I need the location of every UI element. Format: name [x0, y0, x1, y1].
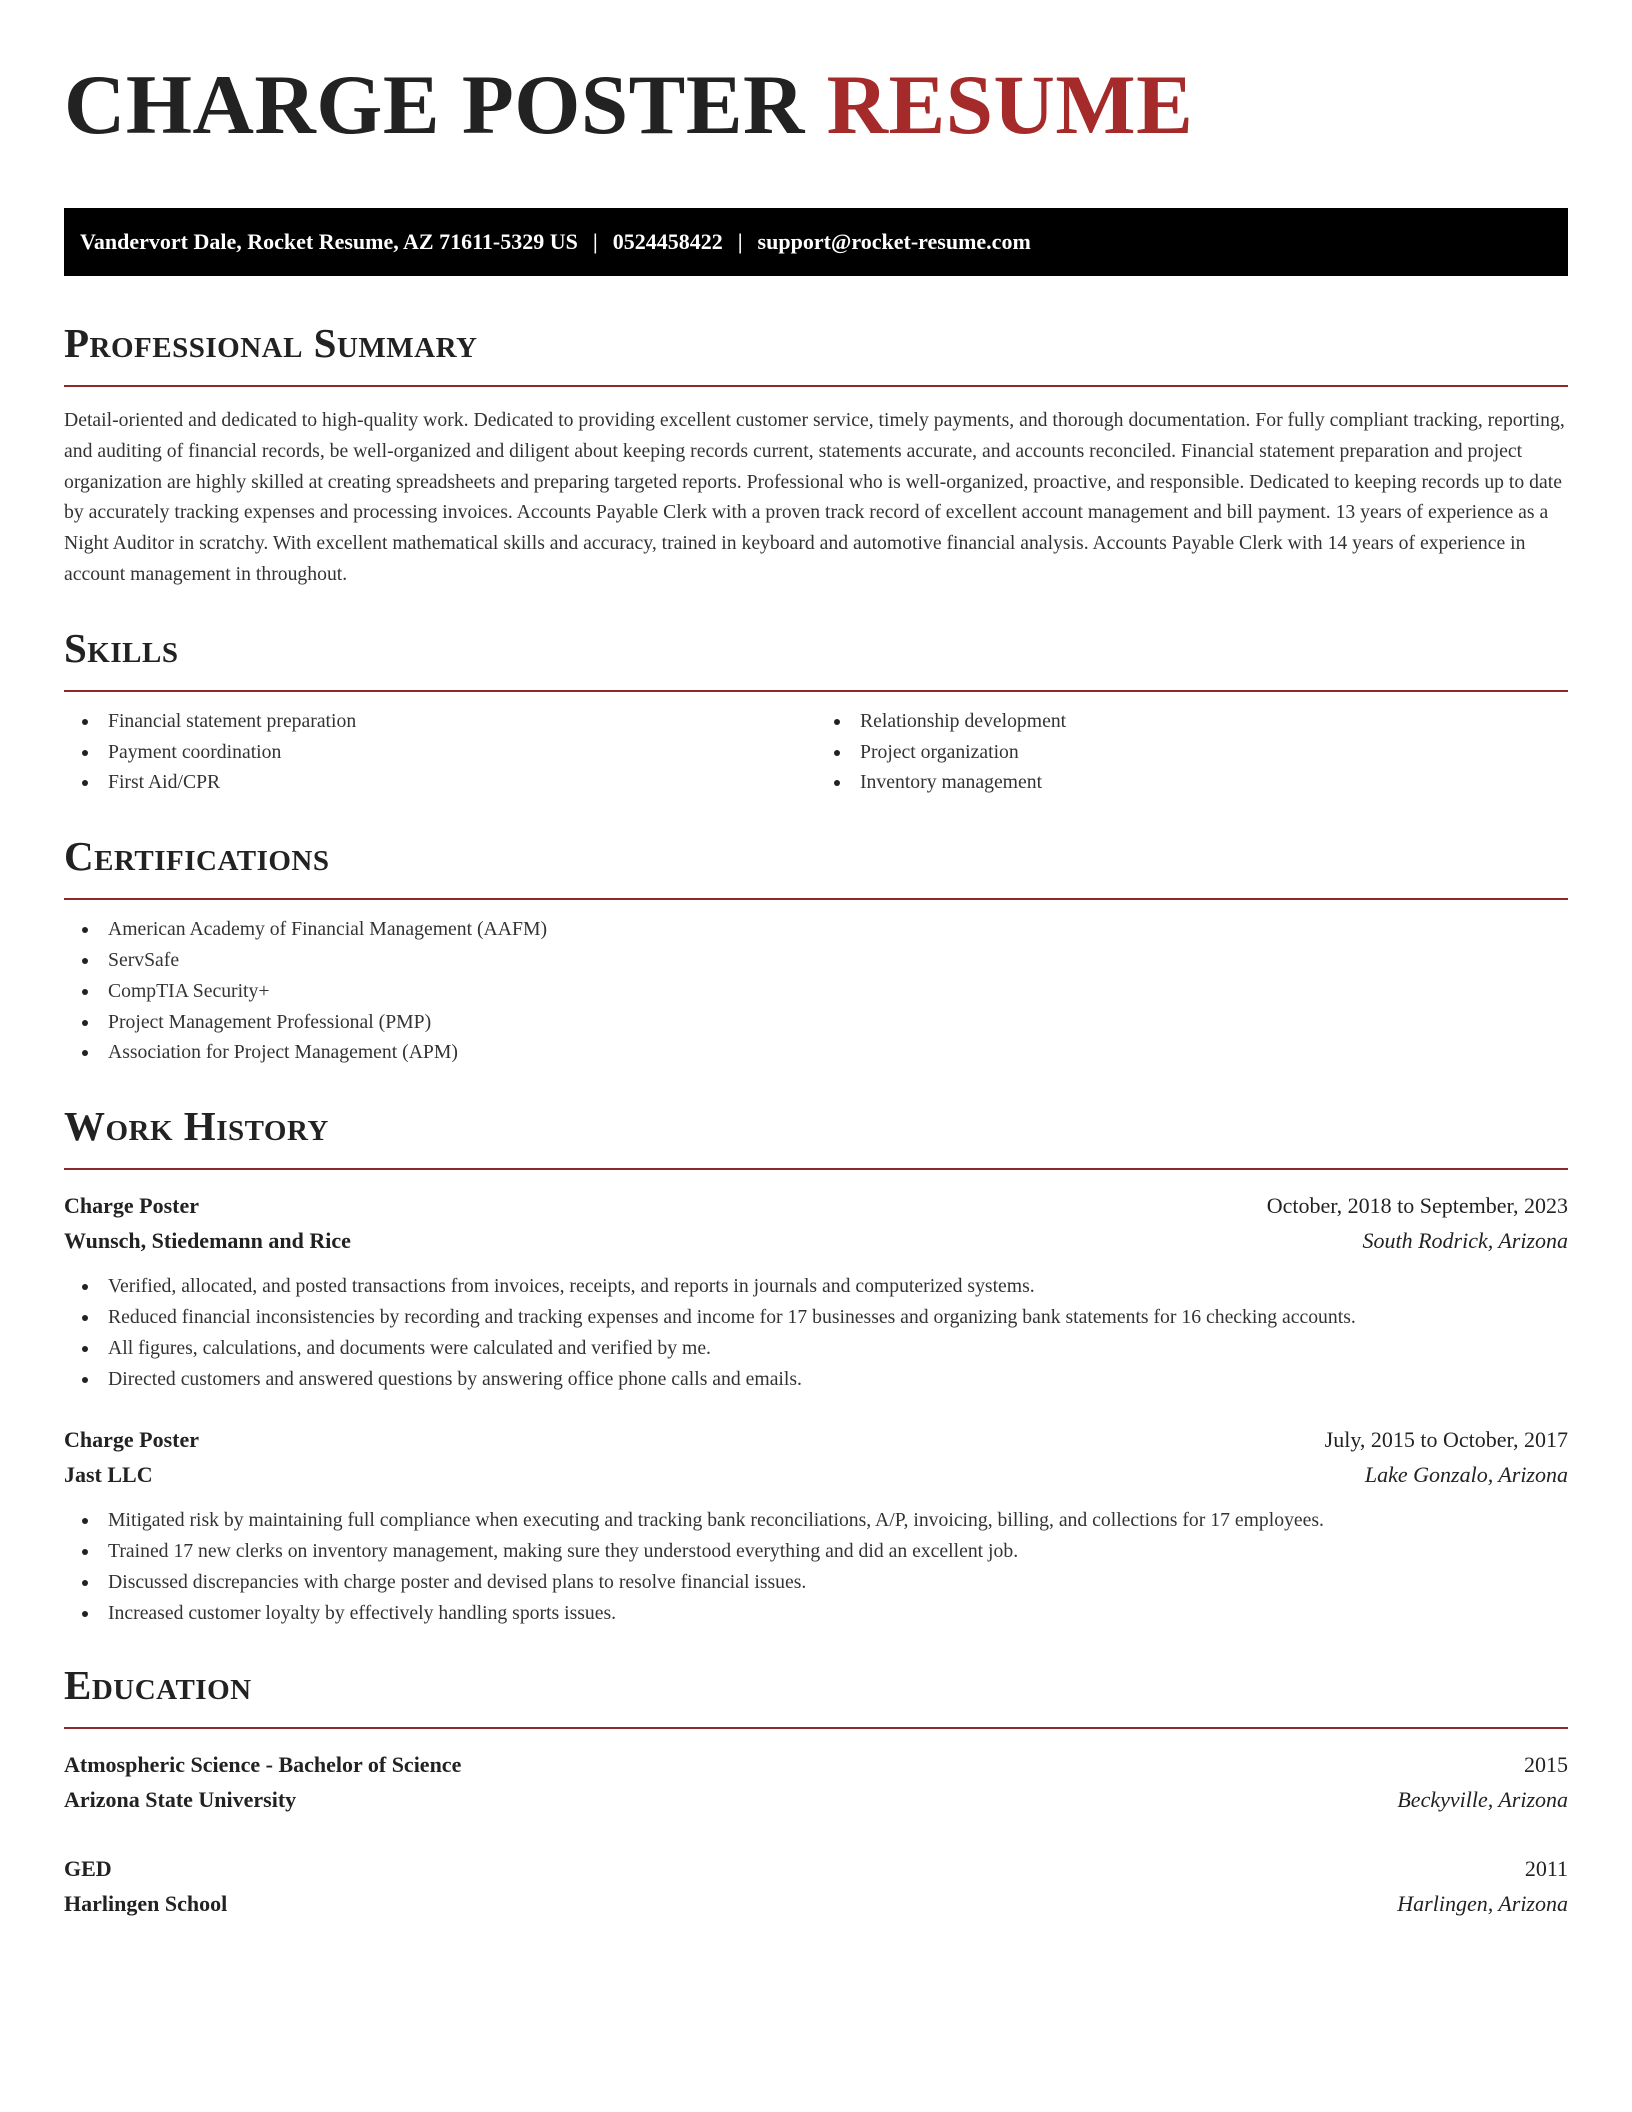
skill-item: Financial statement preparation — [64, 706, 816, 737]
education-school: Harlingen School — [64, 1890, 228, 1916]
education-section — [64, 1660, 1568, 1921]
skills-section — [64, 623, 1568, 798]
skill-item: Relationship development — [816, 706, 1568, 737]
skills-grid — [64, 706, 1568, 798]
summary-section — [64, 318, 1568, 590]
job-company-row — [64, 1457, 1568, 1492]
job-bullet: Increased customer loyalty by effectively handling sports issues. — [64, 1598, 1568, 1629]
certification-item: ServSafe — [64, 945, 1568, 976]
job-bullets — [64, 1505, 1568, 1628]
skills-column-left — [64, 706, 816, 798]
certification-item: CompTIA Security+ — [64, 976, 1568, 1007]
education-year: 2011 — [1524, 1855, 1568, 1881]
job-bullet: Reduced financial inconsistencies by recording and tracking expenses and income for 17 businesses and organizing bank statements for 16 checking accounts. — [64, 1302, 1568, 1333]
contact-address: Vandervort Dale, Rocket Resume, AZ 71611-5329 US — [80, 229, 578, 254]
skill-item: Payment coordination — [64, 737, 816, 768]
certifications-section — [64, 831, 1568, 1068]
education-degree: Atmospheric Science - Bachelor of Science — [64, 1751, 462, 1777]
education-year: 2015 — [1524, 1751, 1568, 1777]
job-header-row — [64, 1422, 1568, 1457]
summary-text: Detail-oriented and dedicated to high-quality work. Dedicated to providing excellent customer service, timely payments, and thorough documentation. For fully compliant tracking, reporting, and auditing of financial records, be well-organized and diligent about keeping records current, statements accurate, and accounts reconciled. Financial statement preparation and project organization are highly skilled at creating spreadsheets and preparing targeted reports. Professional who is well-organized, proactive, and responsible. Dedicated to keeping records up to date by accurately tracking expenses and processing invoices. Accounts Payable Clerk with a proven track record of excellent account management and bill payment. 13 years of experience as a Night Auditor in scratchy. With excellent mathematical skills and accuracy, trained in keyboard and automotive financial analysis. Accounts Payable Clerk with 14 years of experience in account management in throughout. — [64, 409, 1565, 585]
education-degree-row — [64, 1747, 1568, 1782]
job-dates: October, 2018 to September, 2023 — [1266, 1193, 1568, 1219]
education-location: Harlingen, Arizona — [1397, 1890, 1568, 1916]
section-heading-summary: Professional Summary — [64, 320, 478, 366]
education-school-row — [64, 1886, 1568, 1921]
section-divider — [64, 1168, 1568, 1170]
title-main: CHARGE POSTER — [64, 58, 805, 152]
job-title: Charge Poster — [64, 1193, 200, 1219]
section-divider — [64, 385, 1568, 387]
certifications-list — [64, 914, 1568, 1068]
job-entry — [64, 1422, 1568, 1628]
job-bullet: Trained 17 new clerks on inventory management, making sure they understood everything and did an excellent job. — [64, 1536, 1568, 1567]
job-location: Lake Gonzalo, Arizona — [1364, 1462, 1568, 1488]
education-entry — [64, 1851, 1568, 1921]
job-company: Jast LLC — [64, 1462, 153, 1488]
education-location: Beckyville, Arizona — [1397, 1786, 1568, 1812]
certification-item: Project Management Professional (PMP) — [64, 1007, 1568, 1038]
job-bullet: Discussed discrepancies with charge poster and devised plans to resolve financial issues. — [64, 1567, 1568, 1598]
education-school-row — [64, 1782, 1568, 1817]
education-entry — [64, 1747, 1568, 1817]
section-divider — [64, 898, 1568, 900]
job-bullets — [64, 1271, 1568, 1394]
work-history-section — [64, 1101, 1568, 1628]
job-location: South Rodrick, Arizona — [1362, 1228, 1568, 1254]
title-accent: RESUME — [826, 58, 1194, 152]
job-bullet: Verified, allocated, and posted transactions from invoices, receipts, and reports in journals and computerized systems. — [64, 1271, 1568, 1302]
section-divider — [64, 690, 1568, 692]
contact-separator: | — [592, 229, 598, 254]
resume-title — [64, 56, 1568, 154]
job-company-row — [64, 1223, 1568, 1258]
job-header-row — [64, 1188, 1568, 1223]
job-bullet: All figures, calculations, and documents were calculated and verified by me. — [64, 1333, 1568, 1364]
contact-email: support@rocket-resume.com — [757, 229, 1031, 254]
job-dates: July, 2015 to October, 2017 — [1324, 1427, 1568, 1453]
contact-separator: | — [737, 229, 743, 254]
skill-item: Project organization — [816, 737, 1568, 768]
section-heading-work-history: Work History — [64, 1103, 329, 1150]
section-heading-certifications: Certifications — [64, 833, 330, 880]
certification-item: American Academy of Financial Management (AAFM) — [64, 914, 1568, 945]
section-heading-skills: Skills — [64, 624, 179, 671]
education-degree-row — [64, 1851, 1568, 1886]
section-divider — [64, 1727, 1568, 1729]
job-bullet: Directed customers and answered questions by answering office phone calls and emails. — [64, 1364, 1568, 1395]
skills-column-right — [816, 706, 1568, 798]
job-entry — [64, 1188, 1568, 1394]
contact-bar — [64, 208, 1568, 276]
job-bullet: Mitigated risk by maintaining full compliance when executing and tracking bank reconciliations, A/P, invoicing, billing, and collections for 17 employees. — [64, 1505, 1568, 1536]
contact-phone: 0524458422 — [612, 229, 723, 254]
certification-item: Association for Project Management (APM) — [64, 1037, 1568, 1068]
section-heading-education: Education — [64, 1661, 252, 1708]
skill-item: Inventory management — [816, 767, 1568, 798]
skill-item: First Aid/CPR — [64, 767, 816, 798]
job-title: Charge Poster — [64, 1427, 200, 1453]
job-company: Wunsch, Stiedemann and Rice — [64, 1228, 351, 1254]
education-degree: GED — [64, 1855, 112, 1881]
education-school: Arizona State University — [64, 1786, 297, 1812]
